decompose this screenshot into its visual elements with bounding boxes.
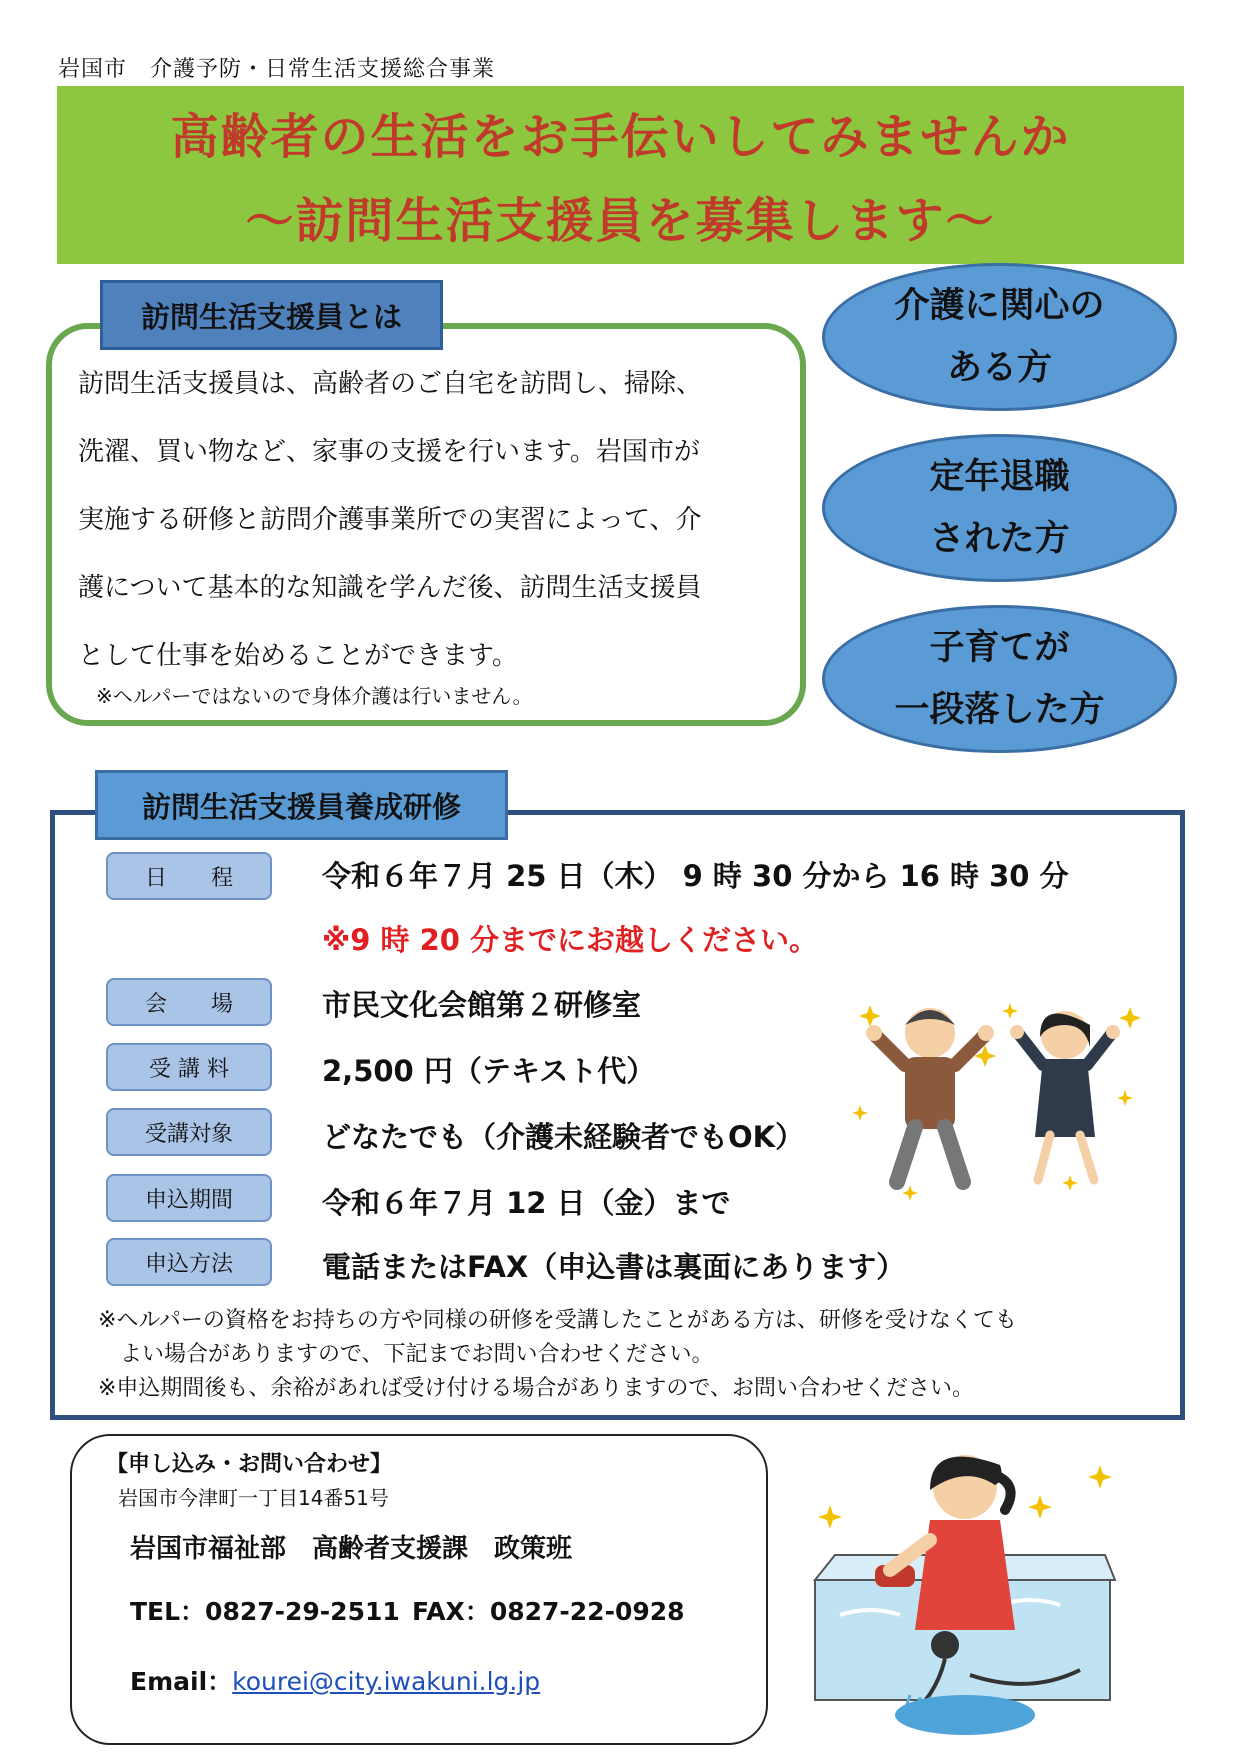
label-fee: 受 講 料 [106, 1043, 272, 1091]
value-venue: 市民文化会館第２研修室 [322, 988, 642, 1022]
about-line: 実施する研修と訪問介護事業所での実習によって、介 [78, 505, 702, 535]
target-line: 一段落した方 [894, 690, 1105, 730]
training-note: よい場合がありますので、下記までお問い合わせください。 [98, 1342, 714, 1367]
value-period: 令和６年７月 12 日（金）まで [322, 1186, 731, 1220]
contact-address: 岩国市今津町一丁目14番51号 [118, 1486, 389, 1510]
value-eligibility: どなたでも（介護未経験者でもOK） [322, 1120, 805, 1154]
bath-cleaning-illustration [800, 1445, 1130, 1745]
label-venue: 会 場 [106, 978, 272, 1026]
target-oval-childcare-done [822, 605, 1177, 753]
target-line: 介護に関心の [894, 286, 1105, 326]
training-note: ※申込期間後も、余裕があれば受け付ける場合がありますので、お問い合わせください。 [98, 1376, 974, 1401]
label-period: 申込期間 [106, 1174, 272, 1222]
target-line: ある方 [946, 348, 1052, 388]
about-text [78, 360, 778, 700]
about-line: として仕事を始めることができます。 [78, 641, 518, 671]
banner-subtitle: ～訪問生活支援員を募集します～ [245, 193, 996, 249]
contact-department: 岩国市福祉部 高齢者支援課 政策班 [130, 1534, 573, 1564]
cheering-people-illustration [850, 995, 1150, 1210]
label-schedule: 日 程 [106, 852, 272, 900]
target-line: 定年退職 [929, 457, 1070, 497]
title-banner [57, 86, 1184, 264]
value-schedule: 令和６年７月 25 日（木） 9 時 30 分から 16 時 30 分 [322, 859, 1069, 893]
label-method: 申込方法 [106, 1238, 272, 1286]
about-line: 洗濯、買い物など、家事の支援を行います。岩国市が [78, 437, 700, 467]
about-title: 訪問生活支援員とは [100, 280, 443, 350]
about-note: ※ヘルパーではないので身体介護は行いません。 [96, 684, 533, 708]
about-line: 訪問生活支援員は、高齢者のご自宅を訪問し、掃除、 [78, 369, 703, 399]
banner-title: 高齢者の生活をお手伝いしてみませんか [170, 109, 1071, 165]
org-line: 岩国市 介護予防・日常生活支援総合事業 [58, 57, 496, 82]
training-title: 訪問生活支援員養成研修 [95, 770, 508, 840]
target-line: された方 [929, 519, 1070, 559]
email-link[interactable]: kourei@city.iwakuni.lg.jp [232, 1667, 541, 1696]
about-line: 護について基本的な知識を学んだ後、訪問生活支援員 [78, 573, 702, 603]
contact-email-row [130, 1662, 540, 1698]
label-eligibility: 受講対象 [106, 1108, 272, 1156]
contact-fax: FAX：0827-22-0928 [412, 1597, 685, 1626]
value-fee: 2,500 円（テキスト代） [322, 1054, 656, 1088]
target-oval-retired [822, 434, 1177, 582]
target-oval-care-interest [822, 263, 1177, 411]
training-note: ※ヘルパーの資格をお持ちの方や同様の研修を受講したことがある方は、研修を受けなくても [98, 1308, 1017, 1333]
value-method: 電話またはFAX（申込書は裏面にあります） [322, 1250, 906, 1284]
contact-tel: TEL：0827-29-2511 [130, 1597, 400, 1626]
target-line: 子育てが [929, 628, 1070, 668]
arrival-note: ※9 時 20 分までにお越しください。 [322, 923, 819, 957]
contact-box [70, 1434, 768, 1745]
contact-heading: 【申し込み・お問い合わせ】 [106, 1452, 393, 1477]
email-label: Email： [130, 1667, 233, 1696]
